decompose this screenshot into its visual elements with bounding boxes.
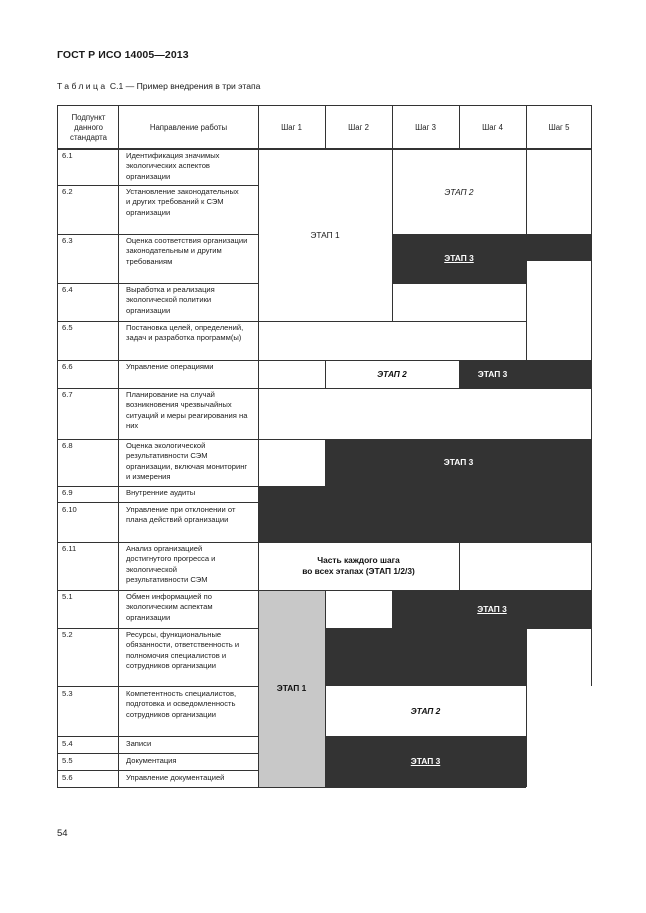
stage-label-etap2-top: ЭТАП 2 <box>444 186 474 197</box>
rule-row <box>392 283 526 284</box>
row-direction: Анализ организацией достигнутого прогресса и экологической результативности СЭМ <box>126 544 216 585</box>
row-direction: Выработка и реализация экологической политики организации <box>126 285 215 315</box>
row-number: 6.2 <box>62 187 73 196</box>
row-direction: Документация <box>126 756 177 765</box>
row-direction: Управление документацией <box>126 773 225 782</box>
table-caption-label: Таблица <box>57 81 108 91</box>
rule-row <box>57 628 258 629</box>
stage-label-etap3-row51: ЭТАП 3 <box>477 603 507 614</box>
row-number: 6.11 <box>62 544 77 553</box>
rule-col <box>459 542 460 590</box>
rule-col <box>526 628 527 787</box>
column-header-subclause: Подпункт данного стандарта <box>70 112 107 142</box>
row-number: 6.9 <box>62 488 73 497</box>
stage-label-etap3-row63: ЭТАП 3 <box>444 253 474 263</box>
rule-row <box>57 736 258 737</box>
row-direction: Ресурсы, функциональные обязанности, ответственность и полномочия специалистов и сотрудников организации <box>126 630 240 671</box>
row-number: 6.1 <box>62 151 73 160</box>
row-number: 6.7 <box>62 390 73 399</box>
rule-table-bottom <box>57 787 526 788</box>
rule-col <box>118 105 119 787</box>
stage-label-each-step <box>258 542 459 590</box>
stage-label-etap1-bottom: ЭТАП 1 <box>276 683 307 693</box>
row-direction: Постановка целей, определений, задач и разработка программ(ы) <box>126 323 244 343</box>
rule-col <box>526 148 527 360</box>
rule-row <box>57 770 258 771</box>
column-header-direction: Направление работы <box>149 122 228 132</box>
row-number: 6.8 <box>62 441 73 450</box>
each-step-line2: во всех этапах (ЭТАП 1/2/3) <box>302 566 415 576</box>
row-direction: Записи <box>126 739 152 748</box>
rule-col <box>591 628 592 686</box>
rule-row <box>57 486 258 487</box>
row-number: 5.3 <box>62 689 73 698</box>
page-number: 54 <box>57 828 68 839</box>
rule-row <box>325 628 592 629</box>
row-number: 6.10 <box>62 505 77 514</box>
rule-row <box>57 283 258 284</box>
rule-row <box>57 321 526 322</box>
row-number: 6.3 <box>62 236 73 245</box>
row-direction: Обмен информацией по экологическим аспектам организации <box>126 592 213 622</box>
row-direction: Управление операциями <box>126 362 214 371</box>
row-direction: Оценка соответствия организации законодательным и другим требованиям <box>126 236 248 266</box>
column-header-step2: Шаг 2 <box>348 122 369 132</box>
rule-row <box>57 686 258 687</box>
row-number: 5.2 <box>62 630 73 639</box>
row-direction: Управление при отклонении от плана действий организации <box>126 505 236 525</box>
stage-label-etap1-top: ЭТАП 1 <box>310 230 340 240</box>
fill-row52-steps <box>325 628 526 686</box>
row-number: 5.6 <box>62 773 73 782</box>
rule-row <box>57 388 592 389</box>
row-direction: Идентификация значимых экологических аспектов организации <box>126 151 220 181</box>
rule-row <box>57 502 258 503</box>
rule-row <box>57 185 258 186</box>
stage-label-etap3-row68: ЭТАП 3 <box>443 457 474 467</box>
fill-row66-step5 <box>526 360 592 388</box>
column-header-step1: Шаг 1 <box>281 122 302 132</box>
column-header-step3: Шаг 3 <box>415 122 436 132</box>
row-direction: Установление законодательных и других требований к СЭМ организации <box>126 187 239 217</box>
row-direction: Компетентность специалистов, подготовка и осведомленность сотрудников организации <box>126 689 237 719</box>
rule-row <box>57 234 258 235</box>
row-number: 5.5 <box>62 756 73 765</box>
row-number: 6.5 <box>62 323 73 332</box>
stage-label-etap3-row66: ЭТАП 3 <box>477 368 508 379</box>
stage-label-etap3-bottom: ЭТАП 3 <box>410 756 441 766</box>
table-caption-text: С.1 — Пример внедрения в три этапа <box>107 81 261 91</box>
row-direction: Планирование на случай возникновения чрезвычайных ситуаций и меры реагирования на них <box>126 390 248 431</box>
row-direction: Оценка экологической результативности СЭМ организации, включая мониторинг и измерения <box>126 441 248 482</box>
fill-row69-610 <box>258 486 592 542</box>
stage-label-etap2-row66: ЭТАП 2 <box>377 368 407 379</box>
document-title: ГОСТ Р ИСО 14005—2013 <box>57 49 189 61</box>
row-number: 6.6 <box>62 362 73 371</box>
row-number: 5.1 <box>62 592 73 601</box>
stage-label-etap2-row53: ЭТАП 2 <box>410 705 441 716</box>
row-number: 6.4 <box>62 285 73 294</box>
each-step-line1: Часть каждого шага <box>317 555 400 565</box>
row-direction: Внутренние аудиты <box>126 488 196 497</box>
row-number: 5.4 <box>62 739 73 748</box>
column-header-step5: Шаг 5 <box>548 122 570 132</box>
rule-col <box>591 105 592 591</box>
rule-row <box>57 753 258 754</box>
rule-col <box>57 105 58 787</box>
fill-row63-step5 <box>526 234 592 261</box>
column-header-step4: Шаг 4 <box>482 122 503 132</box>
